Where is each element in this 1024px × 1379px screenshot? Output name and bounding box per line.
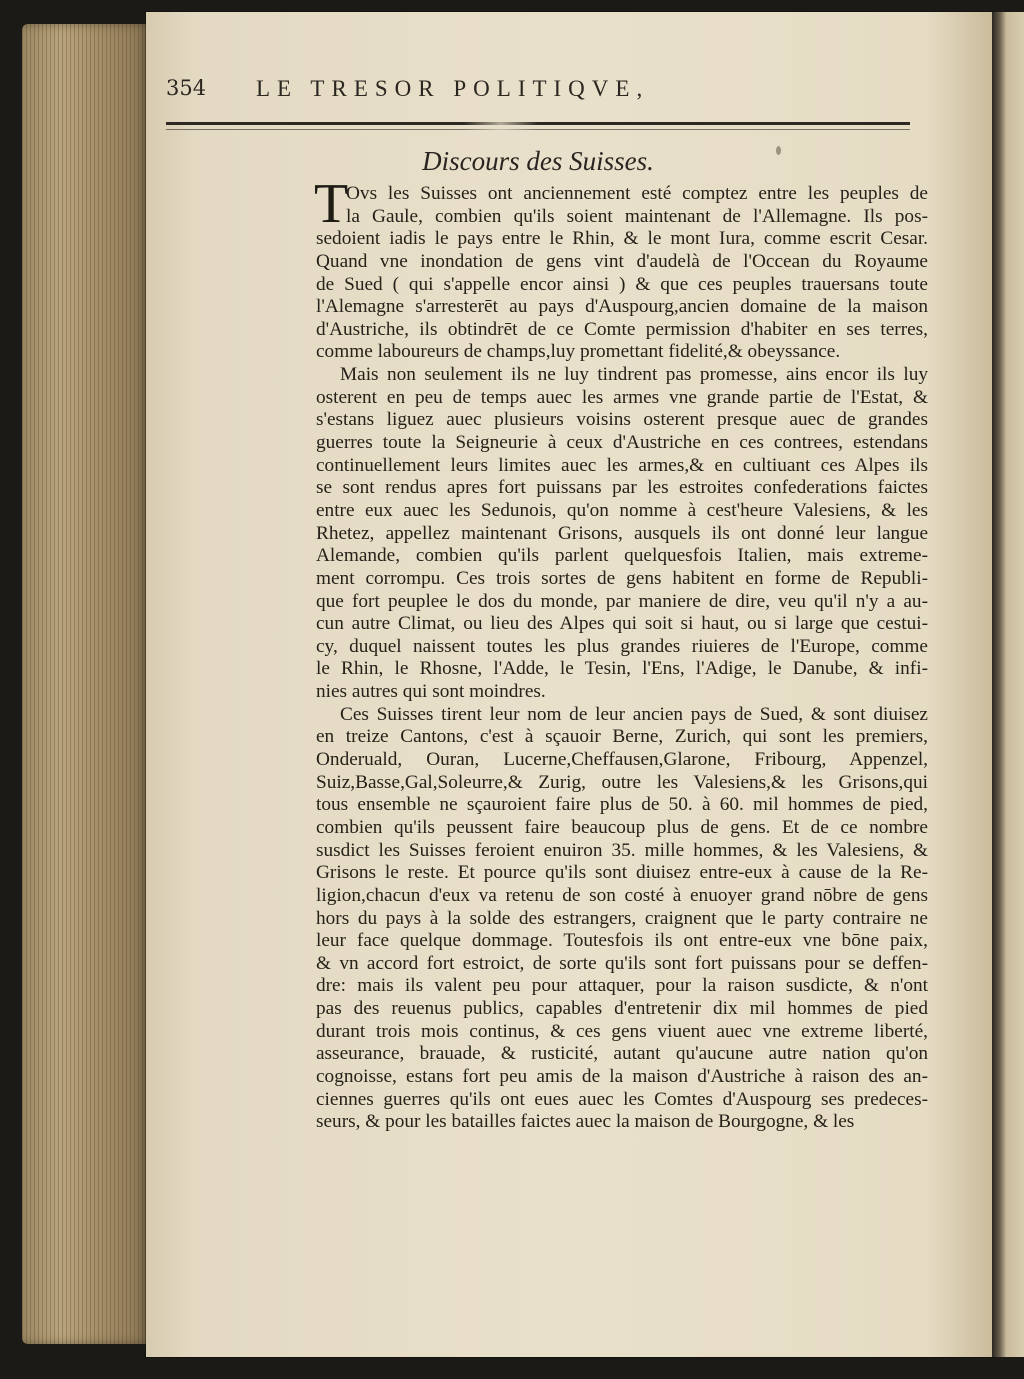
text-line: la Gaule, combien qu'ils soient maintenant de l'Allemagne. Ils pos- <box>346 205 928 227</box>
text-line: Alemande, combien qu'ils parlent quelquesfois Italien, mais extreme- <box>316 545 928 567</box>
text-line: Suiz,Basse,Gal,Soleurre,& Zurig, outre les Valesiens,& les Grisons,qui <box>316 771 928 793</box>
text-line: Ovs les Suisses ont anciennement esté comptez entre les peuples de <box>346 183 928 204</box>
text-line: en treize Cantons, c'est à sçauoir Berne, Zurich, qui sont les premiers, <box>316 726 928 748</box>
text-line: nies autres qui sont moindres. <box>316 681 546 703</box>
drop-capital: T <box>314 173 349 235</box>
text-line: s'estans liguez auec plusieurs voisins osterent presque auec de grandes <box>316 409 928 431</box>
text-line: comme laboureurs de champs,luy promettant fidelité,& obeyssance. <box>316 341 841 363</box>
section-title: Discours des Suisses. <box>422 146 654 176</box>
page-number: 354 <box>166 76 207 100</box>
text-line: Ces Suisses tirent leur nom de leur ancien pays de Sued, & sont diuisez <box>340 703 928 725</box>
header-rule <box>166 122 910 125</box>
text-line: d'Austriche, ils obtindrēt de ce Comte permission d'habiter en ses terres, <box>316 318 928 340</box>
text-line: Mais non seulement ils ne luy tindrent pas promesse, ains encor ils luy <box>340 364 928 386</box>
text-line: le Rhin, le Rhosne, l'Adde, le Tesin, l'Ens, l'Adige, le Danube, & infi- <box>316 658 928 680</box>
text-line: combien qu'ils peussent faire beaucoup plus de gens. Et de ce nombre <box>316 816 928 838</box>
body-text <box>316 183 928 1134</box>
running-head: LE TRESOR POLITIQVE, <box>256 76 650 101</box>
text-line: asseurance, brauade, & rusticité, autant qu'aucune autre nation qu'on <box>316 1043 928 1065</box>
text-line: ment corrompu. Ces trois sortes de gens habitent en forme de Republi- <box>316 567 928 589</box>
text-line: dre: mais ils valent peu pour attaquer, pour la raison susdicte, & n'ont <box>316 975 928 997</box>
ink-blemish <box>776 146 781 155</box>
text-line: Onderuald, Ouran, Lucerne,Cheffausen,Glarone, Fribourg, Appenzel, <box>316 749 928 771</box>
text-line: entre eux auec les Sedunois, qu'on nomme à cest'heure Valesiens, & les <box>316 499 928 521</box>
paragraph <box>316 704 928 1134</box>
text-line: de Sued ( qui s'appelle encor ainsi ) & que ces peuples trauersans toute <box>316 273 928 295</box>
text-line: continuellement leurs limites auec les armes,& en cultiuant ces Alpes ils <box>316 454 928 476</box>
text-line: cognoisse, estans fort peu amis de la maison d'Austriche à raison des an- <box>316 1065 928 1087</box>
text-line: leur face quelque dommage. Toutesfois ils ont entre-eux vne bōne paix, <box>316 930 928 952</box>
facing-page-edge <box>992 12 1024 1357</box>
text-line: cun autre Climat, ou lieu des Alpes qui soit si haut, ou si large que cestui- <box>316 613 928 635</box>
text-line: Rhetez, appellez maintenant Grisons, ausquels ils ont donné leur langue <box>316 522 928 544</box>
header-rule-thin <box>166 129 910 130</box>
page-block-edge <box>22 24 150 1344</box>
text-line: ligion,chacun d'eux va retenu de son costé à enuoyer grand nōbre de gens <box>316 884 928 906</box>
text-line: guerres toute la Seigneurie à ceux d'Austriche en ces contrees, estendans <box>316 432 928 454</box>
text-line: Quand vne inondation de gens vint d'audelà de l'Occean du Royaume <box>316 250 928 272</box>
text-line: se sont rendus apres fort puissans par les estroites confederations faictes <box>316 477 928 499</box>
text-line: cy, duquel naissent toutes les plus grandes riuieres de l'Europe, comme <box>316 635 928 657</box>
text-line: & vn accord fort estroict, de sorte qu'ils sont fort puissans pour se deffen- <box>316 952 928 974</box>
text-line: que fort peuplee le dos du monde, par maniere de dire, veu qu'il n'y a au- <box>316 590 928 612</box>
text-line: ciennes guerres qu'ils ont eues auec les Comtes d'Auspourg ses predeces- <box>316 1088 928 1110</box>
text-line: pas des reuenus publics, capables d'entretenir dix mil hommes de pied <box>316 998 928 1020</box>
paragraph <box>316 364 928 704</box>
text-line: hors du pays à la solde des estrangers, craignent que le party contraire ne <box>316 907 928 929</box>
text-line: sedoient iadis le pays entre le Rhin, & le mont Iura, comme escrit Cesar. <box>316 228 928 250</box>
paragraph <box>316 183 928 364</box>
text-line: tous ensemble ne sçauroient faire plus de 50. à 60. mil hommes de pied, <box>316 794 928 816</box>
text-line: durant trois mois continus, & ces gens viuent auec vne extreme liberté, <box>316 1020 928 1042</box>
text-line: l'Alemagne s'arresterēt au pays d'Auspourg,ancien domaine de la maison <box>316 296 928 318</box>
text-line: susdict les Suisses feroient enuiron 35. mille hommes, & les Valesiens, & <box>316 839 928 861</box>
page-header <box>166 76 910 112</box>
text-line: seurs, & pour les batailles faictes auec la maison de Bourgogne, & les <box>316 1111 855 1133</box>
text-line: osterent en peu de temps auec les armes vne grande partie de l'Estat, & <box>316 386 928 408</box>
text-line: Grisons le reste. Et pource qu'ils sont diuisez entre-eux à cause de la Re- <box>316 862 928 884</box>
